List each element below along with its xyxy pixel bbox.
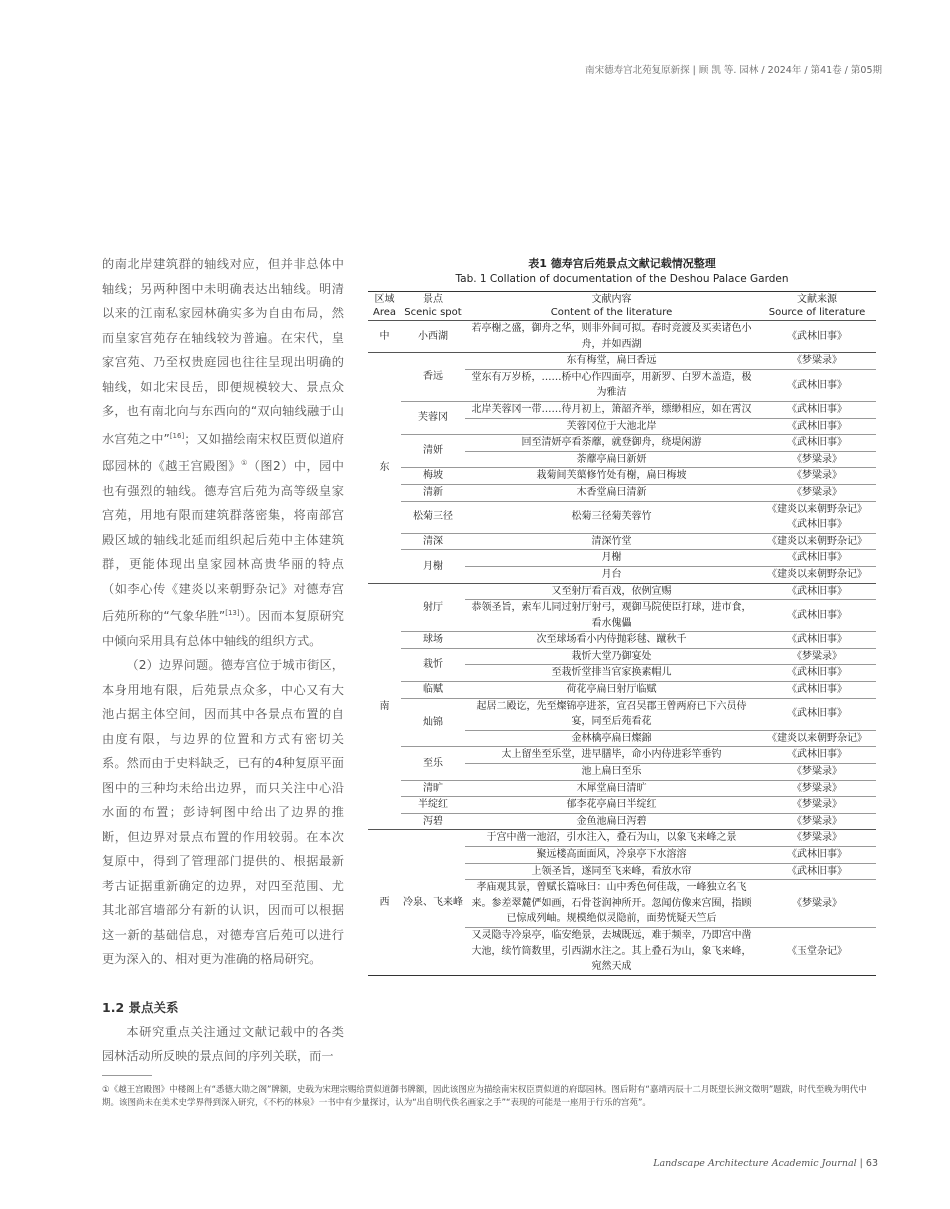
table-caption-cn: 表1 德寿宫后苑景点文献记载情况整理 bbox=[528, 257, 716, 270]
source-cell: 《武林旧事》 bbox=[758, 600, 876, 632]
content-cell: 堂东有万岁桥，……桥中心作四面亭，用新罗、白罗木盖造，极为雅洁 bbox=[465, 369, 758, 401]
left-column bbox=[102, 252, 344, 1069]
table-row bbox=[368, 813, 876, 830]
source-cell: 《武林旧事》 bbox=[758, 747, 876, 764]
content-cell: 芙蓉冈位于大池北岸 bbox=[465, 418, 758, 435]
table-row bbox=[368, 321, 876, 353]
table-row bbox=[368, 747, 876, 764]
citation[interactable]: [16] bbox=[169, 431, 185, 440]
content-cell: 若亭榭之盛，御舟之华，则非外间可拟。春时竞渡及买卖诸色小舟，并如西湖 bbox=[465, 321, 758, 353]
table-row bbox=[368, 435, 876, 452]
table-row bbox=[368, 632, 876, 649]
table-1 bbox=[368, 255, 876, 976]
section-heading: 1.2 景点关系 bbox=[102, 999, 179, 1015]
scenic-spot-cell: 射厅 bbox=[401, 583, 465, 632]
table-row bbox=[368, 550, 876, 567]
scenic-spot-cell: 泻碧 bbox=[401, 813, 465, 830]
scenic-spot-cell: 芙蓉冈 bbox=[401, 401, 465, 434]
scenic-spot-cell: 栽忻 bbox=[401, 648, 465, 681]
scenic-spot-cell: 清妍 bbox=[401, 435, 465, 468]
source-cell: 《梦粱录》 bbox=[758, 451, 876, 468]
scenic-spot-cell: 香远 bbox=[401, 353, 465, 402]
area-cell: 中 bbox=[368, 321, 401, 353]
content-cell: 木香堂扁曰清新 bbox=[465, 484, 758, 501]
table-header-row bbox=[368, 292, 876, 321]
scenic-spot-cell: 清深 bbox=[401, 533, 465, 550]
col-header-spot: 景点 Scenic spot bbox=[401, 292, 465, 321]
content-cell: 于宫中凿一池沼，引水注入，叠石为山，以象飞来峰之景 bbox=[465, 830, 758, 847]
journal-name: Landscape Architecture Academic Journal bbox=[653, 1158, 857, 1169]
literature-table bbox=[368, 291, 876, 976]
source-cell: 《武林旧事》 bbox=[758, 401, 876, 418]
scenic-spot-cell: 清旷 bbox=[401, 780, 465, 797]
content-cell: 荼蘼亭扁曰新妍 bbox=[465, 451, 758, 468]
table-caption-en: Tab. 1 Collation of documentation of the Deshou Palace Garden bbox=[455, 273, 789, 285]
footnote: ①《越王宫殿图》中楼阁上有“悉德大勋之阁”牌额，史载为宋理宗赐给贾似道御书牌额，因此该图应为描绘南宋权臣贾似道的府邸园林。图后附有“嘉靖丙辰十二月既望长洲文徵明”题跋，时代至晚为明代中期。该图尚未在美术史学界得到深入研究，《不朽的林泉》一书中有少量探讨，认为“出自明代佚名画家之手”“表现的可能是一座用于行乐的宫苑”。 bbox=[102, 1085, 867, 1108]
source-cell: 《武林旧事》 bbox=[758, 682, 876, 699]
table-row bbox=[368, 780, 876, 797]
source-cell: 《建炎以来朝野杂记》 bbox=[758, 533, 876, 550]
content-cell: 聚远楼高面面风，冷泉亭下水溶溶 bbox=[465, 847, 758, 864]
col-header-area: 区域 Area bbox=[368, 292, 401, 321]
source-cell: 《梦粱录》 bbox=[758, 648, 876, 665]
table-row bbox=[368, 401, 876, 418]
table-body bbox=[368, 321, 876, 976]
footnote-marker[interactable]: ① bbox=[241, 459, 248, 468]
scenic-spot-cell: 小西湖 bbox=[401, 321, 465, 353]
content-cell: 松菊三径菊芙蓉竹 bbox=[465, 501, 758, 533]
paragraph-text: ）。因而本复原研究中倾向采用具有总体中轴线的组织方式。 bbox=[102, 609, 344, 648]
source-cell: 《梦粱录》 bbox=[758, 780, 876, 797]
area-cell: 东 bbox=[368, 353, 401, 583]
content-cell: 月榭 bbox=[465, 550, 758, 567]
content-cell: 栽忻大堂乃御宴处 bbox=[465, 648, 758, 665]
source-cell: 《武林旧事》 bbox=[758, 321, 876, 353]
source-cell: 《梦粱录》 bbox=[758, 484, 876, 501]
table-row bbox=[368, 484, 876, 501]
source-cell: 《武林旧事》 bbox=[758, 863, 876, 880]
source-cell: 《梦粱录》 bbox=[758, 880, 876, 928]
content-cell: 孝庙观其景，曾赋长篇咏曰：山中秀色何佳哉，一峰独立名飞来。参差翠麓俨如画，石骨苍润神所开。忽闻仿像来宫囿，指顾已惊成列岫。规模绝似灵隐前，面势恍疑天竺后 bbox=[465, 880, 758, 928]
content-cell: 回至清妍亭看荼蘼，就登御舟，绕堤闲游 bbox=[465, 435, 758, 452]
source-cell: 《玉堂杂记》 bbox=[758, 927, 876, 975]
col-header-content: 文献内容 Content of the literature bbox=[465, 292, 758, 321]
content-cell: 上领圣旨，遂同至飞来峰，看放水帘 bbox=[465, 863, 758, 880]
content-cell: 金林檎亭扁曰燦錦 bbox=[465, 730, 758, 747]
source-cell: 《梦粱录》 bbox=[758, 353, 876, 370]
source-cell: 《武林旧事》 bbox=[758, 435, 876, 452]
scenic-spot-cell: 冷泉、飞来峰 bbox=[401, 830, 465, 975]
content-cell: 金鱼池扁曰泻碧 bbox=[465, 813, 758, 830]
table-row bbox=[368, 533, 876, 550]
source-cell: 《武林旧事》 bbox=[758, 550, 876, 567]
area-cell: 南 bbox=[368, 583, 401, 830]
source-cell: 《梦粱录》 bbox=[758, 797, 876, 814]
col-header-source: 文献来源 Source of literature bbox=[758, 292, 876, 321]
source-cell: 《武林旧事》 bbox=[758, 418, 876, 435]
paragraph-relations: 本研究重点关注通过文献记载中的各类园林活动所反映的景点间的序列关联，而一 bbox=[102, 1024, 344, 1064]
paragraph-axis bbox=[102, 252, 344, 653]
source-cell: 《梦粱录》 bbox=[758, 830, 876, 847]
scenic-spot-cell: 球场 bbox=[401, 632, 465, 649]
table-row bbox=[368, 468, 876, 485]
content-cell: 荷花亭扁曰射厅临赋 bbox=[465, 682, 758, 699]
content-cell: 郁李花亭扁曰半绽红 bbox=[465, 797, 758, 814]
content-cell: 池上扁曰至乐 bbox=[465, 764, 758, 781]
scenic-spot-cell: 梅坡 bbox=[401, 468, 465, 485]
area-cell: 西 bbox=[368, 830, 401, 975]
content-cell: 恭领圣旨，索车儿同过射厅射弓，观御马院使臣打球，进市食，看水傀儡 bbox=[465, 600, 758, 632]
paragraph-boundary: （2）边界问题。德寿宫位于城市街区，本身用地有限，后苑景点众多，中心又有大池占据主体空间，因而其中各景点布置的自由度有限，与边界的位置和方式有密切关系。然而由于史料缺乏，已有的4种复原平面图中的三种均未给出边界，而只关注中心沿水面的布置；彭诗轲图中给出了边界的推断，但边界对景点布置的作用较弱。在本次复原中，得到了管理部门提供的、根据最新考古证据重新确定的边界，对四至范围、尤其北部宫墙部分有新的认识，因而可以根据这一新的基础信息，对德寿宫后苑可以进行更为深入的、相对更为准确的格局研究。 bbox=[102, 658, 344, 967]
content-cell: 次至球场看小内侍抛彩毬、蹴秋千 bbox=[465, 632, 758, 649]
page-footer: Landscape Architecture Academic Journal | 63 bbox=[653, 1158, 878, 1169]
source-cell: 《建炎以来朝野杂记》《武林旧事》 bbox=[758, 501, 876, 533]
running-header: 南宋德寿宫北苑复原新探 | 顾 凯 等. 园林 / 2024年 / 第41卷 / 第05期 bbox=[585, 65, 882, 76]
source-cell: 《武林旧事》 bbox=[758, 632, 876, 649]
content-cell: 木犀堂扁曰清旷 bbox=[465, 780, 758, 797]
content-cell: 北岸芙蓉冈一带……待月初上，箫韶齐举，缥缈相应，如在霄汉 bbox=[465, 401, 758, 418]
scenic-spot-cell: 清新 bbox=[401, 484, 465, 501]
table-row bbox=[368, 682, 876, 699]
content-cell: 至栽忻堂排当官家换素帽儿 bbox=[465, 665, 758, 682]
content-cell: 又灵隐寺冷泉亭，临安绝景，去城既远，难于频幸，乃即宫中凿大池，续竹筒数里，引西湖水注之。其上叠石为山，象飞来峰，宛然天成 bbox=[465, 927, 758, 975]
page-number: 63 bbox=[865, 1158, 878, 1169]
source-cell: 《武林旧事》 bbox=[758, 847, 876, 864]
content-cell: 月台 bbox=[465, 566, 758, 583]
content-cell: 又至射厅看百戏，依例宣赐 bbox=[465, 583, 758, 600]
source-cell: 《梦粱录》 bbox=[758, 468, 876, 485]
source-cell: 《武林旧事》 bbox=[758, 583, 876, 600]
source-cell: 《武林旧事》 bbox=[758, 698, 876, 730]
source-cell: 《梦粱录》 bbox=[758, 764, 876, 781]
footnote-rule bbox=[102, 1075, 152, 1076]
source-cell: 《武林旧事》 bbox=[758, 369, 876, 401]
source-cell: 《建炎以来朝野杂记》 bbox=[758, 566, 876, 583]
content-cell: 太上留坐至乐堂，进早膳毕，命小内侍进彩竿垂钓 bbox=[465, 747, 758, 764]
scenic-spot-cell: 至乐 bbox=[401, 747, 465, 780]
table-row bbox=[368, 648, 876, 665]
content-cell: 起居二殿讫，先至燦锦亭进茶，宣召吴郡王曾两府已下六员侍宴，同至后苑看花 bbox=[465, 698, 758, 730]
content-cell: 清深竹堂 bbox=[465, 533, 758, 550]
scenic-spot-cell: 松菊三径 bbox=[401, 501, 465, 533]
citation[interactable]: [13] bbox=[225, 609, 240, 618]
scenic-spot-cell: 月榭 bbox=[401, 550, 465, 583]
scenic-spot-cell: 灿锦 bbox=[401, 698, 465, 747]
paragraph-text: 的南北岸建筑群的轴线对应，但并非总体中轴线；另两种图中未明确表达出轴线。明清以来的江南私家园林确实多为自由布局，然而皇家宫苑存在轴线较为普遍。在宋代，皇家宫苑、乃至权贵庭园也往往呈现出明确的轴线，如北宋艮岳，即便规模较大、景点众多，也有南北向与东西向的“双向轴线融于山水宫苑之中” bbox=[102, 257, 344, 446]
content-cell: 栽菊间芙蕖修竹处有榭，扁曰梅坡 bbox=[465, 468, 758, 485]
paragraph-text: （图2）中，园中也有强烈的轴线。德寿宫后苑为高等级皇家宫苑，用地有限而建筑群落密集，将南部宫殿区域的轴线北延而组织起后苑中主体建筑群，更能体现出皇家园林高贵华丽的特点（如李心传《建炎以来朝野杂记》对德寿宫后苑所称的“气象华胜” bbox=[102, 459, 344, 624]
source-cell: 《武林旧事》 bbox=[758, 665, 876, 682]
source-cell: 《建炎以来朝野杂记》 bbox=[758, 730, 876, 747]
table-row bbox=[368, 501, 876, 533]
source-cell: 《梦粱录》 bbox=[758, 813, 876, 830]
table-row bbox=[368, 698, 876, 730]
scenic-spot-cell: 半绽红 bbox=[401, 797, 465, 814]
paragraph-text: ；又如描绘南宋权臣贾似道府邸园林的《越王宫殿图》 bbox=[102, 431, 344, 474]
table-row bbox=[368, 353, 876, 370]
content-cell: 东有梅堂，扁曰香远 bbox=[465, 353, 758, 370]
table-row bbox=[368, 797, 876, 814]
table-row bbox=[368, 830, 876, 847]
scenic-spot-cell: 临赋 bbox=[401, 682, 465, 699]
table-row bbox=[368, 583, 876, 600]
